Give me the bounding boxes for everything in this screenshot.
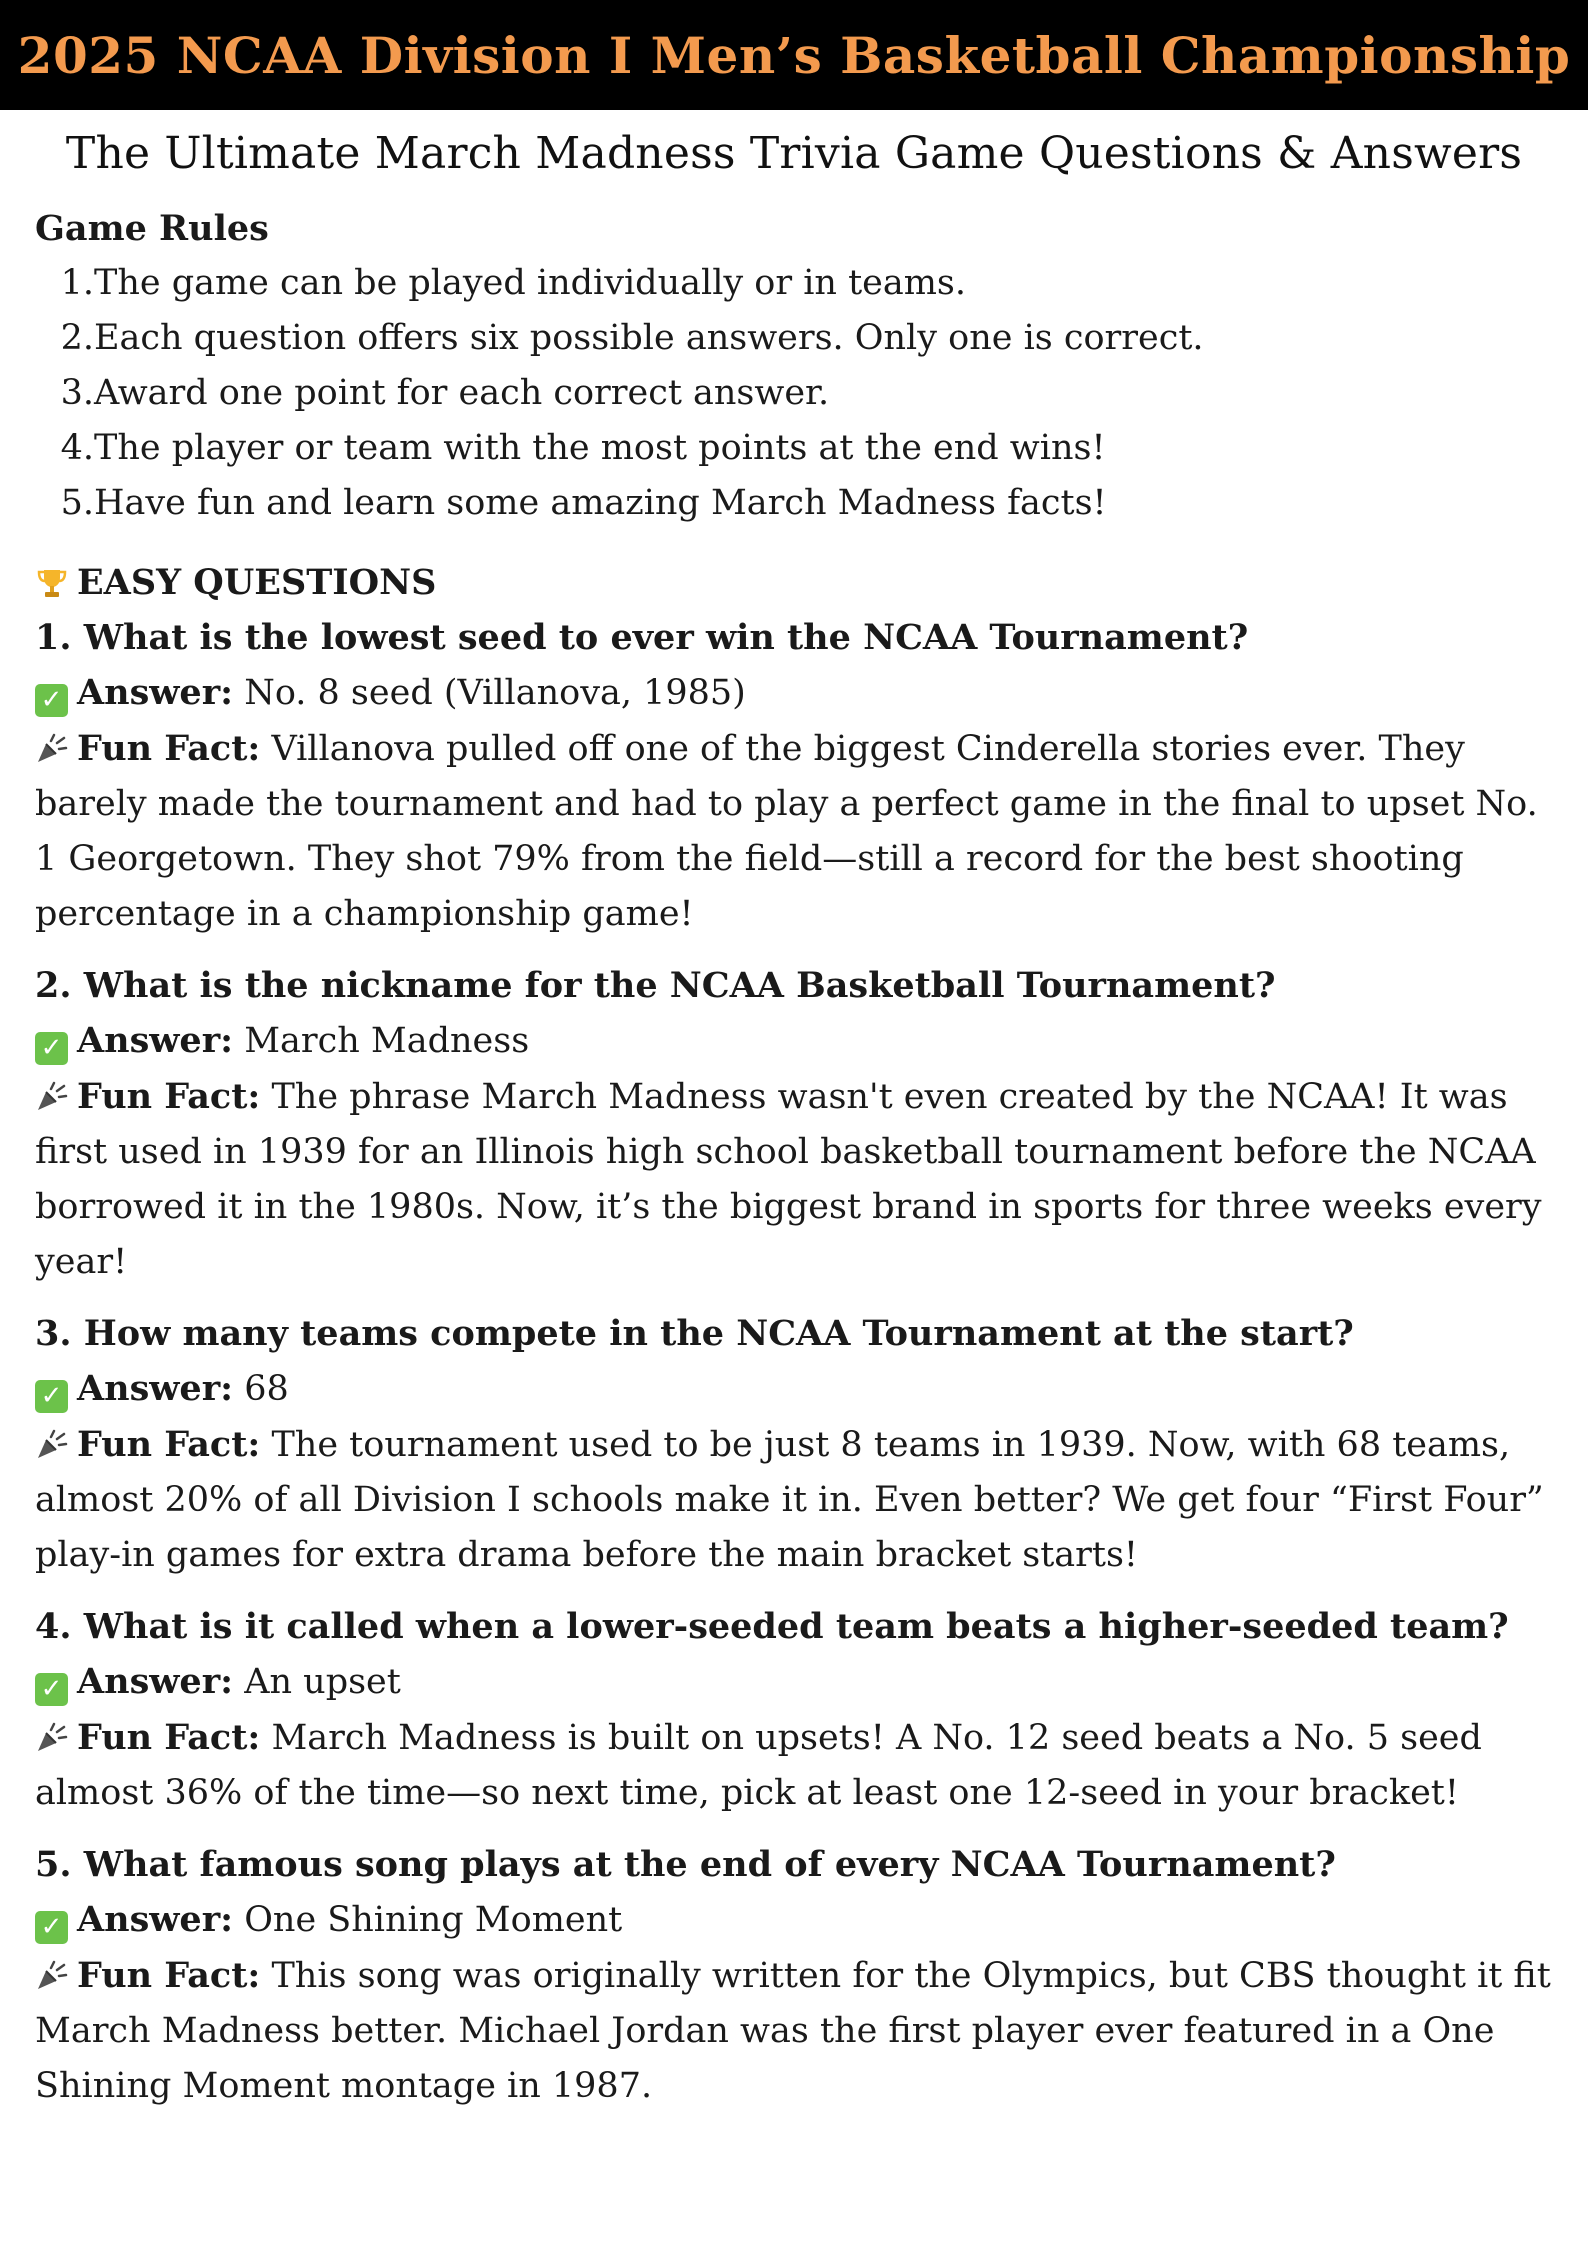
fun-fact-text: Villanova pulled off one of the biggest Cinderella stories ever. They barely made the tournament and had to play a perfect game in the final to upset No. 1 Georgetown. They shot 79% from the field—still a record for the best shooting percentage in a championship game! <box>35 729 1538 934</box>
answer-text: 68 <box>233 1369 289 1409</box>
question-text: 4. What is it called when a lower-seeded team beats a higher-seeded team? <box>35 1606 1509 1647</box>
party-popper-icon <box>35 1427 69 1461</box>
fun-fact-text: The tournament used to be just 8 teams in 1939. Now, with 68 teams, almost 20% of all Division I schools make it in. Even better? We get four “First Four” play-in games for extra drama before the main bracket starts! <box>35 1425 1544 1575</box>
rules-list <box>35 256 1554 531</box>
answer-text: March Madness <box>233 1021 530 1061</box>
page-subtitle: The Ultimate March Madness Trivia Game Questions & Answers <box>65 128 1523 179</box>
fun-fact-label: Fun Fact: <box>77 1424 261 1465</box>
rule-number: 1. <box>60 263 94 303</box>
fun-fact-label: Fun Fact: <box>77 1717 261 1758</box>
list-item <box>35 311 1554 366</box>
check-mark-icon: ✓ <box>35 684 68 717</box>
rule-number: 5. <box>60 483 94 523</box>
question-block <box>35 1306 1554 1583</box>
answer-line <box>35 1361 1554 1417</box>
question-block <box>35 958 1554 1290</box>
answer-line <box>35 1013 1554 1069</box>
question-block <box>35 610 1554 942</box>
party-popper-icon <box>35 731 69 765</box>
rule-text: Award one point for each correct answer. <box>94 373 830 413</box>
answer-label: Answer: <box>77 1020 234 1061</box>
rule-number: 4. <box>60 428 94 468</box>
trophy-icon <box>35 566 69 600</box>
list-item <box>35 476 1554 531</box>
section-title <box>35 555 1554 610</box>
fun-fact <box>35 1417 1554 1583</box>
check-mark-icon: ✓ <box>35 1673 68 1706</box>
rule-text: Have fun and learn some amazing March Madness facts! <box>94 483 1107 523</box>
answer-text: One Shining Moment <box>233 1900 623 1940</box>
list-item <box>35 366 1554 421</box>
question-block <box>35 1599 1554 1821</box>
answer-line <box>35 665 1554 721</box>
title-banner <box>0 0 1588 110</box>
party-popper-icon <box>35 1720 69 1754</box>
fun-fact <box>35 1948 1554 2114</box>
fun-fact-label: Fun Fact: <box>77 1955 261 1996</box>
list-item <box>35 256 1554 311</box>
check-mark-icon: ✓ <box>35 1032 68 1065</box>
check-mark-icon: ✓ <box>35 1911 68 1944</box>
fun-fact <box>35 1710 1554 1821</box>
answer-label: Answer: <box>77 672 234 713</box>
page-title: 2025 NCAA Division I Men’s Basketball Championship <box>17 25 1571 85</box>
answer-label: Answer: <box>77 1661 234 1702</box>
fun-fact <box>35 721 1554 942</box>
fun-fact-label: Fun Fact: <box>77 1076 261 1117</box>
section-title-text: EASY QUESTIONS <box>77 562 437 603</box>
rules-title: Game Rules <box>35 208 269 249</box>
rule-number: 3. <box>60 373 94 413</box>
fun-fact-text: The phrase March Madness wasn't even created by the NCAA! It was first used in 1939 for an Illinois high school basketball tournament before the NCAA borrowed it in the 1980s. Now, it’s the biggest brand in sports for three weeks every year! <box>35 1077 1542 1282</box>
question-text: 2. What is the nickname for the NCAA Basketball Tournament? <box>35 965 1276 1006</box>
rule-text: The player or team with the most points at the end wins! <box>94 428 1106 468</box>
answer-line <box>35 1892 1554 1948</box>
question-block <box>35 1837 1554 2114</box>
rule-text: Each question offers six possible answers. Only one is correct. <box>94 318 1204 358</box>
fun-fact <box>35 1069 1554 1290</box>
answer-text: An upset <box>233 1662 401 1702</box>
list-item <box>35 421 1554 476</box>
fun-fact-text: This song was originally written for the Olympics, but CBS thought it fit March Madness better. Michael Jordan was the first player ever featured in a One Shining Moment montage in 1987. <box>35 1956 1551 2106</box>
answer-label: Answer: <box>77 1899 234 1940</box>
main-content <box>0 201 1588 2114</box>
fun-fact-label: Fun Fact: <box>77 728 261 769</box>
answer-text: No. 8 seed (Villanova, 1985) <box>233 673 746 713</box>
fun-fact-text: March Madness is built on upsets! A No. 12 seed beats a No. 5 seed almost 36% of the time—so next time, pick at least one 12-seed in your bracket! <box>35 1718 1482 1813</box>
answer-label: Answer: <box>77 1368 234 1409</box>
rule-number: 2. <box>60 318 94 358</box>
answer-line <box>35 1654 1554 1710</box>
question-text: 1. What is the lowest seed to ever win the NCAA Tournament? <box>35 617 1249 658</box>
check-mark-icon: ✓ <box>35 1380 68 1413</box>
question-text: 3. How many teams compete in the NCAA Tournament at the start? <box>35 1313 1354 1354</box>
party-popper-icon <box>35 1958 69 1992</box>
party-popper-icon <box>35 1079 69 1113</box>
rule-text: The game can be played individually or in teams. <box>94 263 966 303</box>
question-text: 5. What famous song plays at the end of every NCAA Tournament? <box>35 1844 1336 1885</box>
